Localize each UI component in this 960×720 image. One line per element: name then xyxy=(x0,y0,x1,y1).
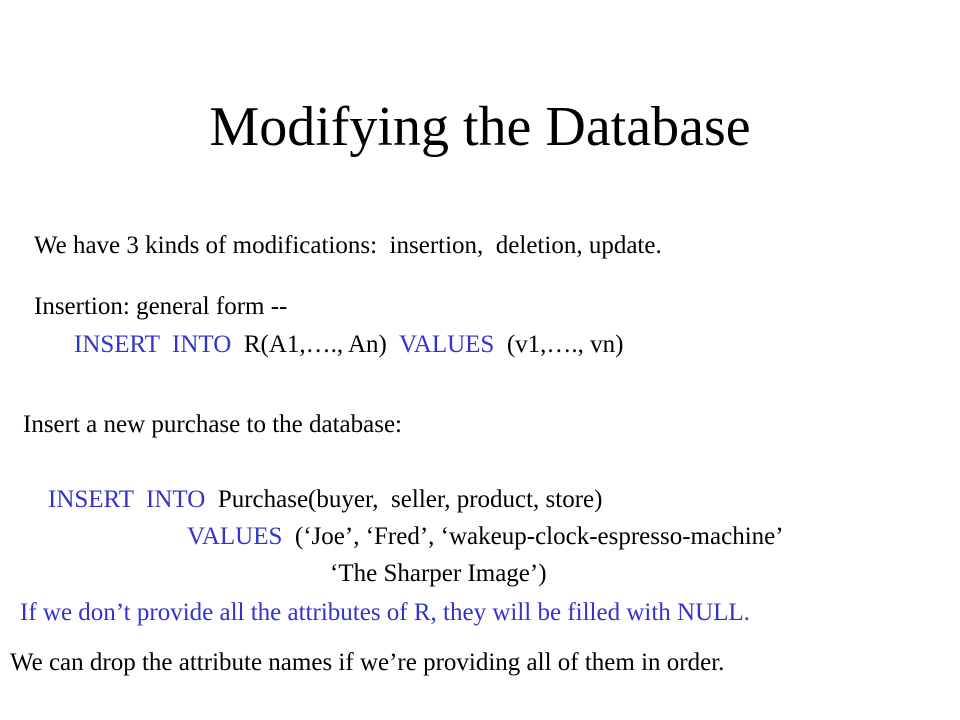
intro-text: We have 3 kinds of modifications: insertion, deletion, update. xyxy=(34,232,662,259)
note-drop-names: We can drop the attribute names if we’re providing all of them in order. xyxy=(10,649,725,676)
keyword-insert: INSERT xyxy=(74,331,160,358)
slide-title: Modifying the Database xyxy=(209,96,751,158)
value-list: (v1,…., vn) xyxy=(506,331,624,358)
keyword-values: VALUES xyxy=(187,523,283,550)
example-values-1: (‘Joe’, ‘Fred’, ‘wakeup-clock-espresso-machine’ xyxy=(294,523,784,550)
keyword-values: VALUES xyxy=(398,331,495,358)
keyword-insert: INSERT xyxy=(48,486,134,513)
keyword-into: INTO xyxy=(172,331,232,358)
note-null-fill: If we don’t provide all the attributes of R, they will be filled with NULL. xyxy=(20,599,750,626)
insertion-heading: Insertion: general form -- xyxy=(34,293,288,320)
example-values-line xyxy=(187,522,784,552)
example-values-2: ‘The Sharper Image’) xyxy=(330,560,547,587)
insertion-general-form xyxy=(74,330,623,360)
example-target: Purchase(buyer, seller, product, store) xyxy=(217,486,603,513)
keyword-into: INTO xyxy=(146,486,206,513)
example-heading: Insert a new purchase to the database: xyxy=(23,411,403,438)
relation-schema: R(A1,…., An) xyxy=(243,331,387,358)
example-insert-line xyxy=(48,485,602,515)
